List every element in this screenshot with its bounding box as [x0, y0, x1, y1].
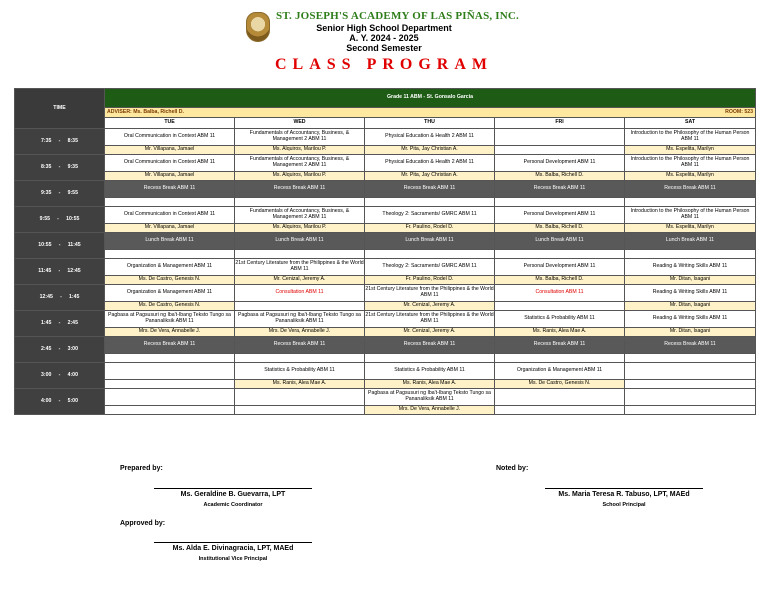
subject-cell: Theology 2: Sacraments/ GMRC ABM 11 — [365, 207, 495, 224]
document-title: CLASS PROGRAM — [274, 56, 493, 73]
teacher-cell: Ms. Alquiros, Marilou P. — [235, 224, 365, 233]
document-header — [0, 8, 768, 78]
teacher-cell: Mr. Pita, Jay Christian A. — [365, 146, 495, 155]
prepared-role: Academic Coordinator — [203, 502, 263, 508]
table-row — [15, 406, 756, 415]
table-row — [15, 172, 756, 181]
spacer-cell — [105, 354, 235, 363]
school-name: ST. JOSEPH'S ACADEMY OF LAS PIÑAS, INC. — [276, 10, 520, 22]
subject-cell: Fundamentals of Accountancy, Business, & Management 2 ABM 11 — [235, 129, 365, 146]
teacher-cell: Ms. Espelita, Marilyn — [625, 172, 756, 181]
time-slot: 12:45 - 1:45 — [15, 285, 105, 311]
time-slot: 4:00 - 5:00 — [15, 389, 105, 415]
subject-cell: Pagbasa at Pagsusuri ng Iba't-Ibang Teksto Tungo sa Pananaliksik ABM 11 — [365, 389, 495, 406]
teacher-cell — [495, 146, 625, 155]
teacher-cell — [105, 406, 235, 415]
break-cell: Recess Break ABM 11 — [495, 337, 625, 354]
day-header-fri: FRI — [495, 118, 625, 129]
subject-cell: Oral Communication in Context ABM 11 — [105, 155, 235, 172]
class-program-table — [14, 88, 756, 415]
teacher-cell: Mrs. De Vera, Annabelle J. — [365, 406, 495, 415]
subject-cell: Organization & Management ABM 11 — [495, 363, 625, 380]
table-row — [15, 302, 756, 311]
teacher-cell: Mr. Pita, Jay Christian A. — [365, 172, 495, 181]
teacher-cell: Fr. Paulino, Rodel D. — [365, 224, 495, 233]
subject-cell: Oral Communication in Context ABM 11 — [105, 207, 235, 224]
teacher-cell — [625, 406, 756, 415]
table-row — [15, 285, 756, 302]
subject-cell: Personal Development ABM 11 — [495, 207, 625, 224]
subject-cell: Introduction to the Philosophy of the Human Person ABM 11 — [625, 129, 756, 146]
table-row — [15, 354, 756, 363]
time-slot: 2:45 - 3:00 — [15, 337, 105, 363]
approved-signature-line — [154, 542, 312, 543]
time-slot: 11:45 - 12:45 — [15, 259, 105, 285]
prepared-name: Ms. Geraldine B. Guevarra, LPT — [180, 491, 286, 498]
time-header: TIME — [15, 89, 105, 129]
time-slot: 9:35 - 9:55 — [15, 181, 105, 207]
table-row — [15, 146, 756, 155]
teacher-cell: Mr. Ditan, Isagani — [625, 302, 756, 311]
break-cell: Recess Break ABM 11 — [105, 181, 235, 198]
teacher-cell: Mrs. De Vera, Annabelle J. — [105, 328, 235, 337]
break-cell: Recess Break ABM 11 — [495, 181, 625, 198]
teacher-cell: Mr. Villapana, Jamael — [105, 172, 235, 181]
subject-cell: Introduction to the Philosophy of the Human Person ABM 11 — [625, 155, 756, 172]
teacher-cell: Ms. Ranis, Alea Mae A. — [495, 328, 625, 337]
teacher-cell: Ms. Balba, Richell D. — [495, 224, 625, 233]
table-row — [15, 389, 756, 406]
teacher-cell: Ms. De Castro, Genesis N. — [105, 276, 235, 285]
approved-by-label: Approved by: — [120, 520, 166, 527]
break-cell: Recess Break ABM 11 — [235, 181, 365, 198]
subject-cell — [495, 389, 625, 406]
teacher-cell: Ms. Ranis, Alea Mae A. — [365, 380, 495, 389]
break-cell: Recess Break ABM 11 — [365, 337, 495, 354]
teacher-cell: Ms. Ranis, Alea Mae A. — [235, 380, 365, 389]
teacher-cell: Mr. Villapana, Jamael — [105, 146, 235, 155]
subject-cell: 21st Century Literature from the Philippines & the World ABM 11 — [365, 311, 495, 328]
teacher-cell: Mrs. De Vera, Annabelle J. — [235, 328, 365, 337]
day-header-sat: SAT — [625, 118, 756, 129]
teacher-cell — [105, 380, 235, 389]
break-cell: Recess Break ABM 11 — [625, 337, 756, 354]
teacher-cell: Fr. Paulino, Rodel D. — [365, 276, 495, 285]
teacher-cell: Ms. De Castro, Genesis N. — [495, 380, 625, 389]
break-cell: Lunch Break ABM 11 — [495, 233, 625, 250]
teacher-cell: Mr. Villapana, Jamael — [105, 224, 235, 233]
adviser-room-bar — [105, 108, 756, 118]
table-row — [15, 198, 756, 207]
break-cell: Recess Break ABM 11 — [625, 181, 756, 198]
time-slot: 7:35 - 8:35 — [15, 129, 105, 155]
break-cell: Recess Break ABM 11 — [105, 337, 235, 354]
teacher-cell — [495, 406, 625, 415]
teacher-cell: Mr. Cenizal, Jeremy A. — [235, 276, 365, 285]
noted-role: School Principal — [602, 502, 646, 508]
noted-by-label: Noted by: — [496, 465, 529, 472]
break-cell: Lunch Break ABM 11 — [625, 233, 756, 250]
subject-cell — [625, 389, 756, 406]
spacer-cell — [105, 250, 235, 259]
consultation-cell: Consultation ABM 11 — [495, 285, 625, 302]
subject-cell: Reading & Writing Skills ABM 11 — [625, 285, 756, 302]
day-header-thu: THU — [365, 118, 495, 129]
spacer-cell — [625, 198, 756, 207]
subject-cell: Statistics & Probability ABM 11 — [495, 311, 625, 328]
subject-cell — [235, 389, 365, 406]
prepared-by-label: Prepared by: — [120, 465, 163, 472]
noted-name: Ms. Maria Teresa R. Tabuso, LPT, MAEd — [558, 491, 690, 498]
teacher-cell: Mr. Cenizal, Jeremy A. — [365, 302, 495, 311]
time-slot: 8:35 - 9:35 — [15, 155, 105, 181]
teacher-cell: Ms. Espelita, Marilyn — [625, 146, 756, 155]
day-header-tue: TUE — [105, 118, 235, 129]
noted-signature-line — [545, 488, 703, 489]
subject-cell — [105, 389, 235, 406]
teacher-cell: Ms. Alquiros, Marilou P. — [235, 146, 365, 155]
break-cell: Recess Break ABM 11 — [235, 337, 365, 354]
table-row — [15, 328, 756, 337]
break-cell: Recess Break ABM 11 — [365, 181, 495, 198]
table-row — [15, 380, 756, 389]
table-row — [15, 276, 756, 285]
teacher-cell: Ms. Espelita, Marilyn — [625, 224, 756, 233]
consultation-cell: Consultation ABM 11 — [235, 285, 365, 302]
subject-cell: Reading & Writing Skills ABM 11 — [625, 259, 756, 276]
subject-cell: Pagbasa at Pagsusuri ng Iba't-Ibang Teksto Tungo sa Pananaliksik ABM 11 — [105, 311, 235, 328]
time-slot: 10:55 - 11:45 — [15, 233, 105, 259]
teacher-cell: Ms. Balba, Richell D. — [495, 276, 625, 285]
time-slot: 9:55 - 10:55 — [15, 207, 105, 233]
teacher-cell: Ms. De Castro, Genesis N. — [105, 302, 235, 311]
teacher-cell: Mr. Ditan, Isagani — [625, 328, 756, 337]
section-title: Grade 11 ABM - St. Gonsalo Garcia — [105, 89, 756, 108]
subject-cell: Oral Communication in Context ABM 11 — [105, 129, 235, 146]
spacer-cell — [235, 354, 365, 363]
teacher-cell — [625, 380, 756, 389]
subject-cell: Organization & Management ABM 11 — [105, 259, 235, 276]
spacer-cell — [235, 198, 365, 207]
subject-cell: 21st Century Literature from the Philippines & the World ABM 11 — [365, 285, 495, 302]
subject-cell: Statistics & Probability ABM 11 — [235, 363, 365, 380]
subject-cell: Organization & Management ABM 11 — [105, 285, 235, 302]
subject-cell: Theology 2: Sacraments/ GMRC ABM 11 — [365, 259, 495, 276]
table-row — [15, 311, 756, 328]
subject-cell: Fundamentals of Accountancy, Business, & Management 2 ABM 11 — [235, 207, 365, 224]
table-row — [15, 250, 756, 259]
semester: Second Semester — [346, 43, 422, 53]
subject-cell — [625, 363, 756, 380]
time-slot: 3:00 - 4:00 — [15, 363, 105, 389]
spacer-cell — [365, 198, 495, 207]
spacer-cell — [495, 250, 625, 259]
break-cell: Lunch Break ABM 11 — [235, 233, 365, 250]
break-cell: Lunch Break ABM 11 — [365, 233, 495, 250]
subject-cell: Pagbasa at Pagsusuri ng Iba't-Ibang Teksto Tungo sa Pananaliksik ABM 11 — [235, 311, 365, 328]
subject-cell: Introduction to the Philosophy of the Human Person ABM 11 — [625, 207, 756, 224]
teacher-cell: Mr. Cenizal, Jeremy A. — [365, 328, 495, 337]
adviser-label: ADVISER: Ms. Balba, Richell D. — [107, 108, 184, 115]
table-row — [15, 181, 756, 198]
spacer-cell — [365, 250, 495, 259]
subject-cell: Statistics & Probability ABM 11 — [365, 363, 495, 380]
teacher-cell — [235, 406, 365, 415]
table-row — [15, 337, 756, 354]
table-row — [15, 259, 756, 276]
table-row — [15, 129, 756, 146]
subject-cell: Reading & Writing Skills ABM 11 — [625, 311, 756, 328]
teacher-cell — [235, 302, 365, 311]
table-row — [15, 155, 756, 172]
department: Senior High School Department — [316, 23, 452, 33]
spacer-cell — [625, 354, 756, 363]
room-label: ROOM: 523 — [725, 108, 754, 115]
break-cell: Lunch Break ABM 11 — [105, 233, 235, 250]
subject-cell: 21st Century Literature from the Philippines & the World ABM 11 — [235, 259, 365, 276]
spacer-cell — [105, 198, 235, 207]
academic-year: A. Y. 2024 - 2025 — [349, 33, 419, 43]
teacher-cell: Ms. Balba, Richell D. — [495, 172, 625, 181]
subject-cell: Personal Development ABM 11 — [495, 259, 625, 276]
table-row — [15, 224, 756, 233]
spacer-cell — [365, 354, 495, 363]
approved-name: Ms. Alda E. Divinagracia, LPT, MAEd — [172, 545, 294, 552]
subject-cell: Personal Development ABM 11 — [495, 155, 625, 172]
subject-cell: Fundamentals of Accountancy, Business, & Management 2 ABM 11 — [235, 155, 365, 172]
table-row — [15, 207, 756, 224]
teacher-cell: Mr. Ditan, Isagani — [625, 276, 756, 285]
approved-role: Institutional Vice Principal — [198, 556, 268, 562]
subject-cell — [105, 363, 235, 380]
teacher-cell: Ms. Alquiros, Marilou P. — [235, 172, 365, 181]
prepared-signature-line — [154, 488, 312, 489]
spacer-cell — [235, 250, 365, 259]
spacer-cell — [495, 198, 625, 207]
subject-cell — [495, 129, 625, 146]
teacher-cell — [495, 302, 625, 311]
time-slot: 1:45 - 2:45 — [15, 311, 105, 337]
spacer-cell — [495, 354, 625, 363]
table-row — [15, 233, 756, 250]
spacer-cell — [625, 250, 756, 259]
subject-cell: Physical Education & Health 2 ABM 11 — [365, 155, 495, 172]
subject-cell: Physical Education & Health 2 ABM 11 — [365, 129, 495, 146]
day-header-wed: WED — [235, 118, 365, 129]
table-row — [15, 363, 756, 380]
